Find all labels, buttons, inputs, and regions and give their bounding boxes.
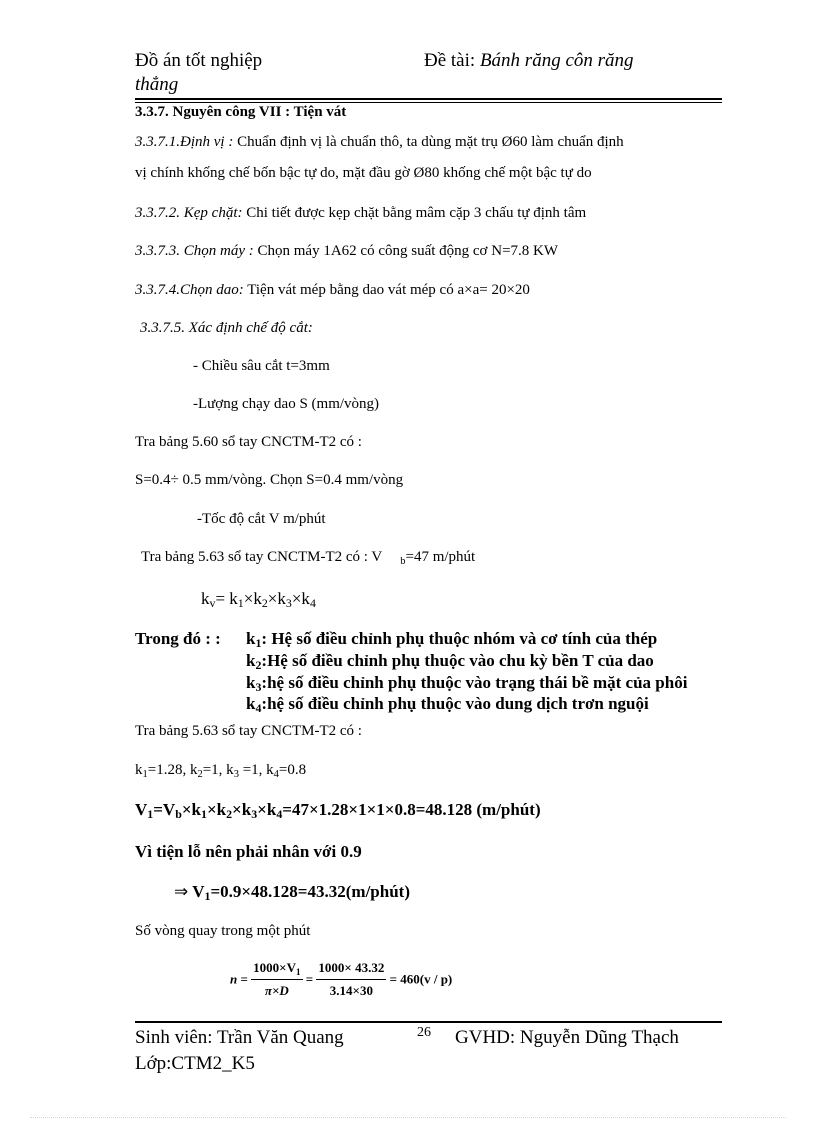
kv-x2: ×k — [267, 589, 286, 608]
v1-x1: ×k — [181, 800, 201, 819]
trongdo-k4 — [246, 694, 649, 714]
v1-x2: ×k — [206, 800, 227, 819]
kval-sub1: 1 — [142, 769, 148, 780]
frac2-den: 3.14×30 — [329, 983, 373, 998]
k4-k: k — [246, 694, 256, 713]
v1-formula — [135, 800, 541, 820]
k4-text: :hệ số điều chỉnh phụ thuộc vào dung dịch trơn nguội — [261, 694, 649, 713]
k1-text: : Hệ số điều chỉnh phụ thuộc nhóm và cơ tính của thép — [261, 629, 658, 648]
implies-arrow-icon: ⇒ — [174, 882, 189, 901]
s1-line1 — [135, 134, 624, 151]
v1-x4: ×k — [257, 800, 277, 819]
formula-frac1 — [251, 960, 302, 999]
s-value-line: S=0.4÷ 0.5 mm/vòng. Chọn S=0.4 mm/vòng — [135, 472, 404, 488]
v1b-text: =0.9×48.128=43.32(m/phút) — [210, 882, 410, 901]
page-number: 26 — [417, 1025, 431, 1040]
kval-sub3: 3 — [233, 769, 239, 780]
header-right-wrap: thẳng — [135, 74, 179, 95]
s4-label: 3.3.7.4.Chọn dao: — [135, 282, 244, 298]
v1-eq: =V — [153, 800, 176, 819]
kval-c: =1, k — [238, 762, 274, 778]
kv-sub-3: 3 — [285, 596, 292, 610]
s1-label: 3.3.7.1.Định vị : — [135, 134, 234, 150]
formula-result: = 460(v / p) — [389, 971, 453, 987]
v1-V: V — [135, 800, 148, 819]
rpm-formula — [230, 960, 452, 999]
table560-line: Tra bảng 5.60 sổ tay CNCTM-T2 có : — [135, 434, 362, 450]
kval-k1: k — [135, 762, 143, 778]
kv-eq: = k — [215, 589, 238, 608]
formula-n: n — [230, 971, 238, 987]
trongdo-k2 — [246, 651, 654, 671]
header-right-prefix: Đề tài: — [424, 50, 480, 71]
section-title: 3.3.7. Nguyên công VII : Tiện vát — [135, 104, 347, 120]
s4-line — [135, 282, 530, 299]
formula-eq1: = — [240, 971, 248, 987]
footer-student: Sinh viên: Trần Văn Quang — [135, 1027, 344, 1048]
v1-x3: ×k — [232, 800, 252, 819]
table563a-text: Tra bảng 5.63 sổ tay CNCTM-T2 có : V — [141, 549, 383, 565]
s1-line2: vị chính khống chế bốn bậc tự do, mặt đầu gờ Ø80 khống chế một bậc tự do — [135, 165, 592, 181]
k3-sub: 3 — [255, 680, 262, 694]
k4-sub: 4 — [255, 701, 262, 715]
k1-sub: 1 — [255, 636, 262, 650]
footer-rule — [135, 1021, 722, 1023]
k2-sub: 2 — [255, 658, 262, 672]
s2-line — [135, 205, 586, 222]
s3-text: Chọn máy 1A62 có công suất động cơ N=7.8 KW — [253, 243, 559, 259]
formula-eq2: = — [305, 971, 314, 987]
trongdo-k3 — [246, 673, 687, 693]
footer-advisor: GVHD: Nguyễn Dũng Thạch — [455, 1027, 679, 1048]
s3-label: 3.3.7.3. Chọn máy : — [135, 243, 254, 259]
kv-x3: ×k — [291, 589, 310, 608]
k1-k: k — [246, 629, 256, 648]
depth-line: - Chiều sâu cắt t=3mm — [193, 358, 330, 374]
kv-sub-v: v — [209, 596, 216, 610]
frac2-num: 1000× 43.32 — [316, 960, 386, 980]
k2-text: :Hệ số điều chỉnh phụ thuộc vào chu kỳ bền T của dao — [261, 651, 654, 670]
k-values-line — [135, 762, 306, 779]
kv-sub-4: 4 — [309, 596, 316, 610]
v1b-sub1: 1 — [204, 889, 211, 903]
s2-label: 3.3.7.2. Kẹp chặt: — [135, 205, 243, 221]
v1-sub-b: b — [175, 807, 182, 821]
header-right-topic: Bánh răng côn răng — [479, 50, 634, 71]
kval-b: =1, k — [202, 762, 234, 778]
k3-k: k — [246, 673, 256, 692]
kval-a: =1.28, k — [147, 762, 198, 778]
s1-text1: Chuẩn định vị là chuẩn thô, ta dùng mặt trụ Ø60 làm chuẩn định — [233, 134, 624, 150]
kv-x1: ×k — [243, 589, 262, 608]
v1-tail: =47×1.28×1×1×0.8=48.128 (m/phút) — [282, 800, 541, 819]
page-bottom-border — [30, 1117, 786, 1118]
v1b-V: V — [188, 882, 205, 901]
v1-k1-sub: 1 — [200, 807, 207, 821]
v1-k3-sub: 3 — [251, 807, 258, 821]
kv-k: k — [201, 589, 210, 608]
table563a-rest: =47 m/phút — [405, 549, 476, 565]
v1-sub1: 1 — [147, 807, 154, 821]
vi-tien-line: Vì tiện lỗ nên phải nhân với 0.9 — [135, 842, 362, 861]
speed-line: -Tốc độ cắt V m/phút — [197, 511, 326, 527]
v1-k4-sub: 4 — [276, 807, 283, 821]
formula-frac2 — [316, 960, 386, 999]
header-rule-thick — [135, 98, 722, 100]
header-left: Đồ án tốt nghiệp — [135, 50, 263, 71]
table563a-line — [141, 549, 475, 566]
s4-text: Tiện vát mép bằng dao vát mép có a×a= 20×20 — [243, 282, 530, 298]
frac1-num — [251, 960, 302, 980]
kv-sub-2: 2 — [261, 596, 268, 610]
frac1-num-sub: 1 — [295, 967, 301, 977]
rpm-label: Số vòng quay trong một phút — [135, 923, 311, 939]
kv-sub-1: 1 — [237, 596, 244, 610]
k3-text: :hệ số điều chỉnh phụ thuộc vào trạng thái bề mặt của phôi — [261, 673, 688, 692]
v1-k2-sub: 2 — [226, 807, 233, 821]
frac1-den: π×D — [264, 983, 289, 998]
table563b-line: Tra bảng 5.63 sổ tay CNCTM-T2 có : — [135, 723, 362, 739]
s2-text: Chi tiết được kẹp chặt bằng mâm cặp 3 chấu tự định tâm — [242, 205, 587, 221]
header-right — [424, 50, 634, 72]
frac1-num-text: 1000×V — [253, 960, 296, 975]
s5-label: 3.3.7.5. Xác định chế độ cắt: — [140, 320, 313, 336]
kv-formula — [201, 589, 316, 609]
kval-d: =0.8 — [278, 762, 307, 778]
kval-sub4: 4 — [273, 769, 279, 780]
s3-line — [135, 243, 558, 260]
k2-k: k — [246, 651, 256, 670]
v1b-line — [174, 882, 410, 902]
trongdo-label: Trong đó : : — [135, 629, 221, 648]
feed-line: -Lượng chạy dao S (mm/vòng) — [193, 396, 380, 412]
header-rule-thin — [135, 102, 722, 103]
table563a-sub: b — [400, 556, 406, 567]
trongdo-k1 — [246, 629, 657, 649]
footer-class: Lớp:CTM2_K5 — [135, 1053, 255, 1074]
kval-sub2: 2 — [197, 769, 203, 780]
